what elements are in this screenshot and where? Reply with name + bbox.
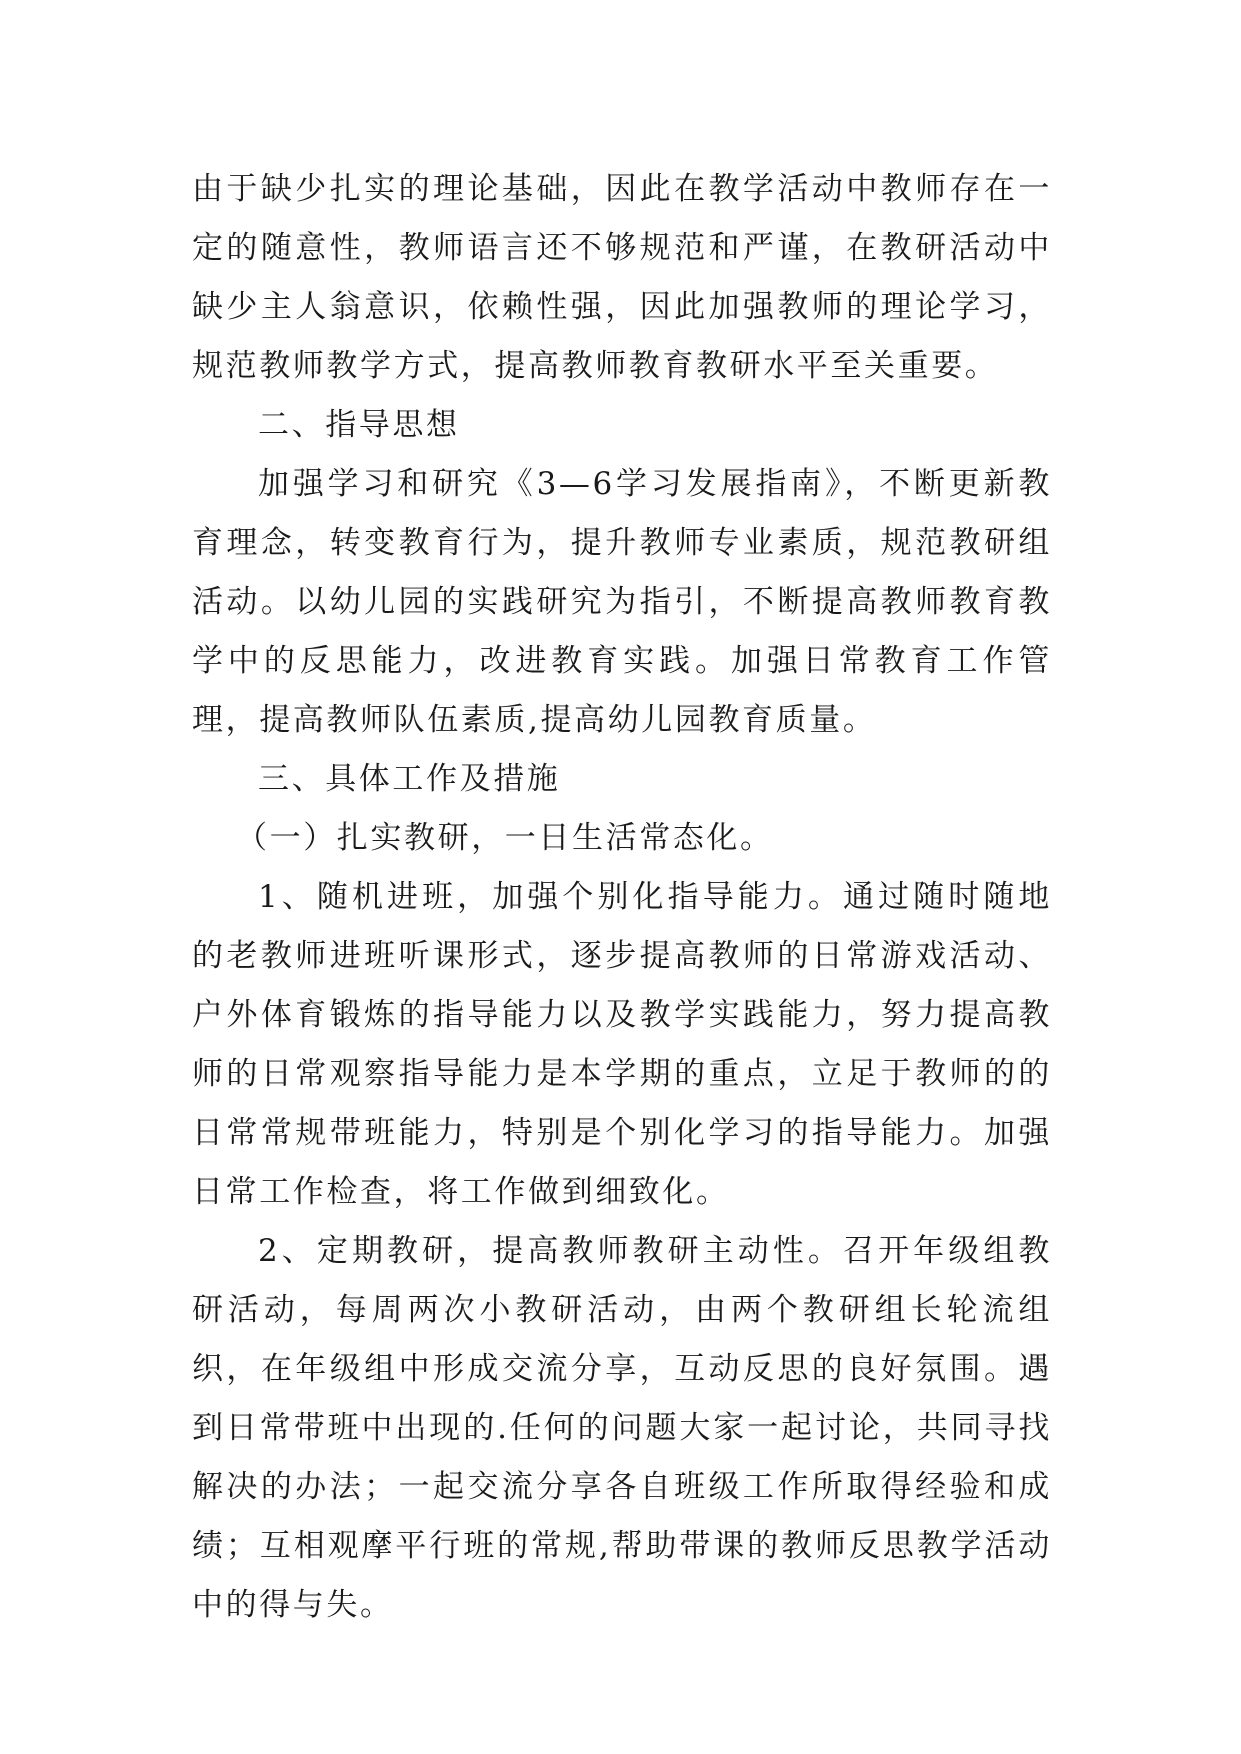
paragraph-item-1: 1、随机进班，加强个别化指导能力。通过随时随地的老教师进班听课形式，逐步提高教师的日常游戏活动、户外体育锻炼的指导能力以及教学实践能力，努力提高教师的日常观察指导能力是本学期的重点，立足于教师的的日常常规带班能力，特别是个别化学习的指导能力。加强日常工作检查，将工作做到细致化。 — [192, 879, 1052, 1210]
paragraph-item-2: 2、定期教研，提高教师教研主动性。召开年级组教研活动，每周两次小教研活动，由两个教研组长轮流组织，在年级组中形成交流分享，互动反思的良好氛围。遇到日常带班中出现的.任何的问题大家一起讨论，共同寻找解决的办法；一起交流分享各自班级工作所取得经验和成绩；互相观摩平行班的常规,帮助带课的教师反思教学活动中的得与失。 — [192, 1233, 1052, 1623]
section-heading-guiding-ideology: 二、指导思想 — [258, 407, 460, 443]
subsection-heading-teaching-research: （一）扎实教研，一日生活常态化。 — [236, 820, 774, 856]
paragraph-continuation: 由于缺少扎实的理论基础，因此在教学活动中教师存在一定的随意性，教师语言还不够规范和严谨，在教研活动中缺少主人翁意识，依赖性强，因此加强教师的理论学习，规范教师教学方式，提高教师教育教研水平至关重要。 — [192, 171, 1052, 384]
document-body — [192, 160, 1052, 1635]
section-heading-specific-measures: 三、具体工作及措施 — [258, 761, 561, 797]
paragraph-guiding-ideology: 加强学习和研究《3—6学习发展指南》，不断更新教育理念，转变教育行为，提升教师专业素质，规范教研组活动。以幼儿园的实践研究为指引，不断提高教师教育教学中的反思能力，改进教育实践。加强日常教育工作管理，提高教师队伍素质,提高幼儿园教育质量。 — [192, 466, 1052, 738]
